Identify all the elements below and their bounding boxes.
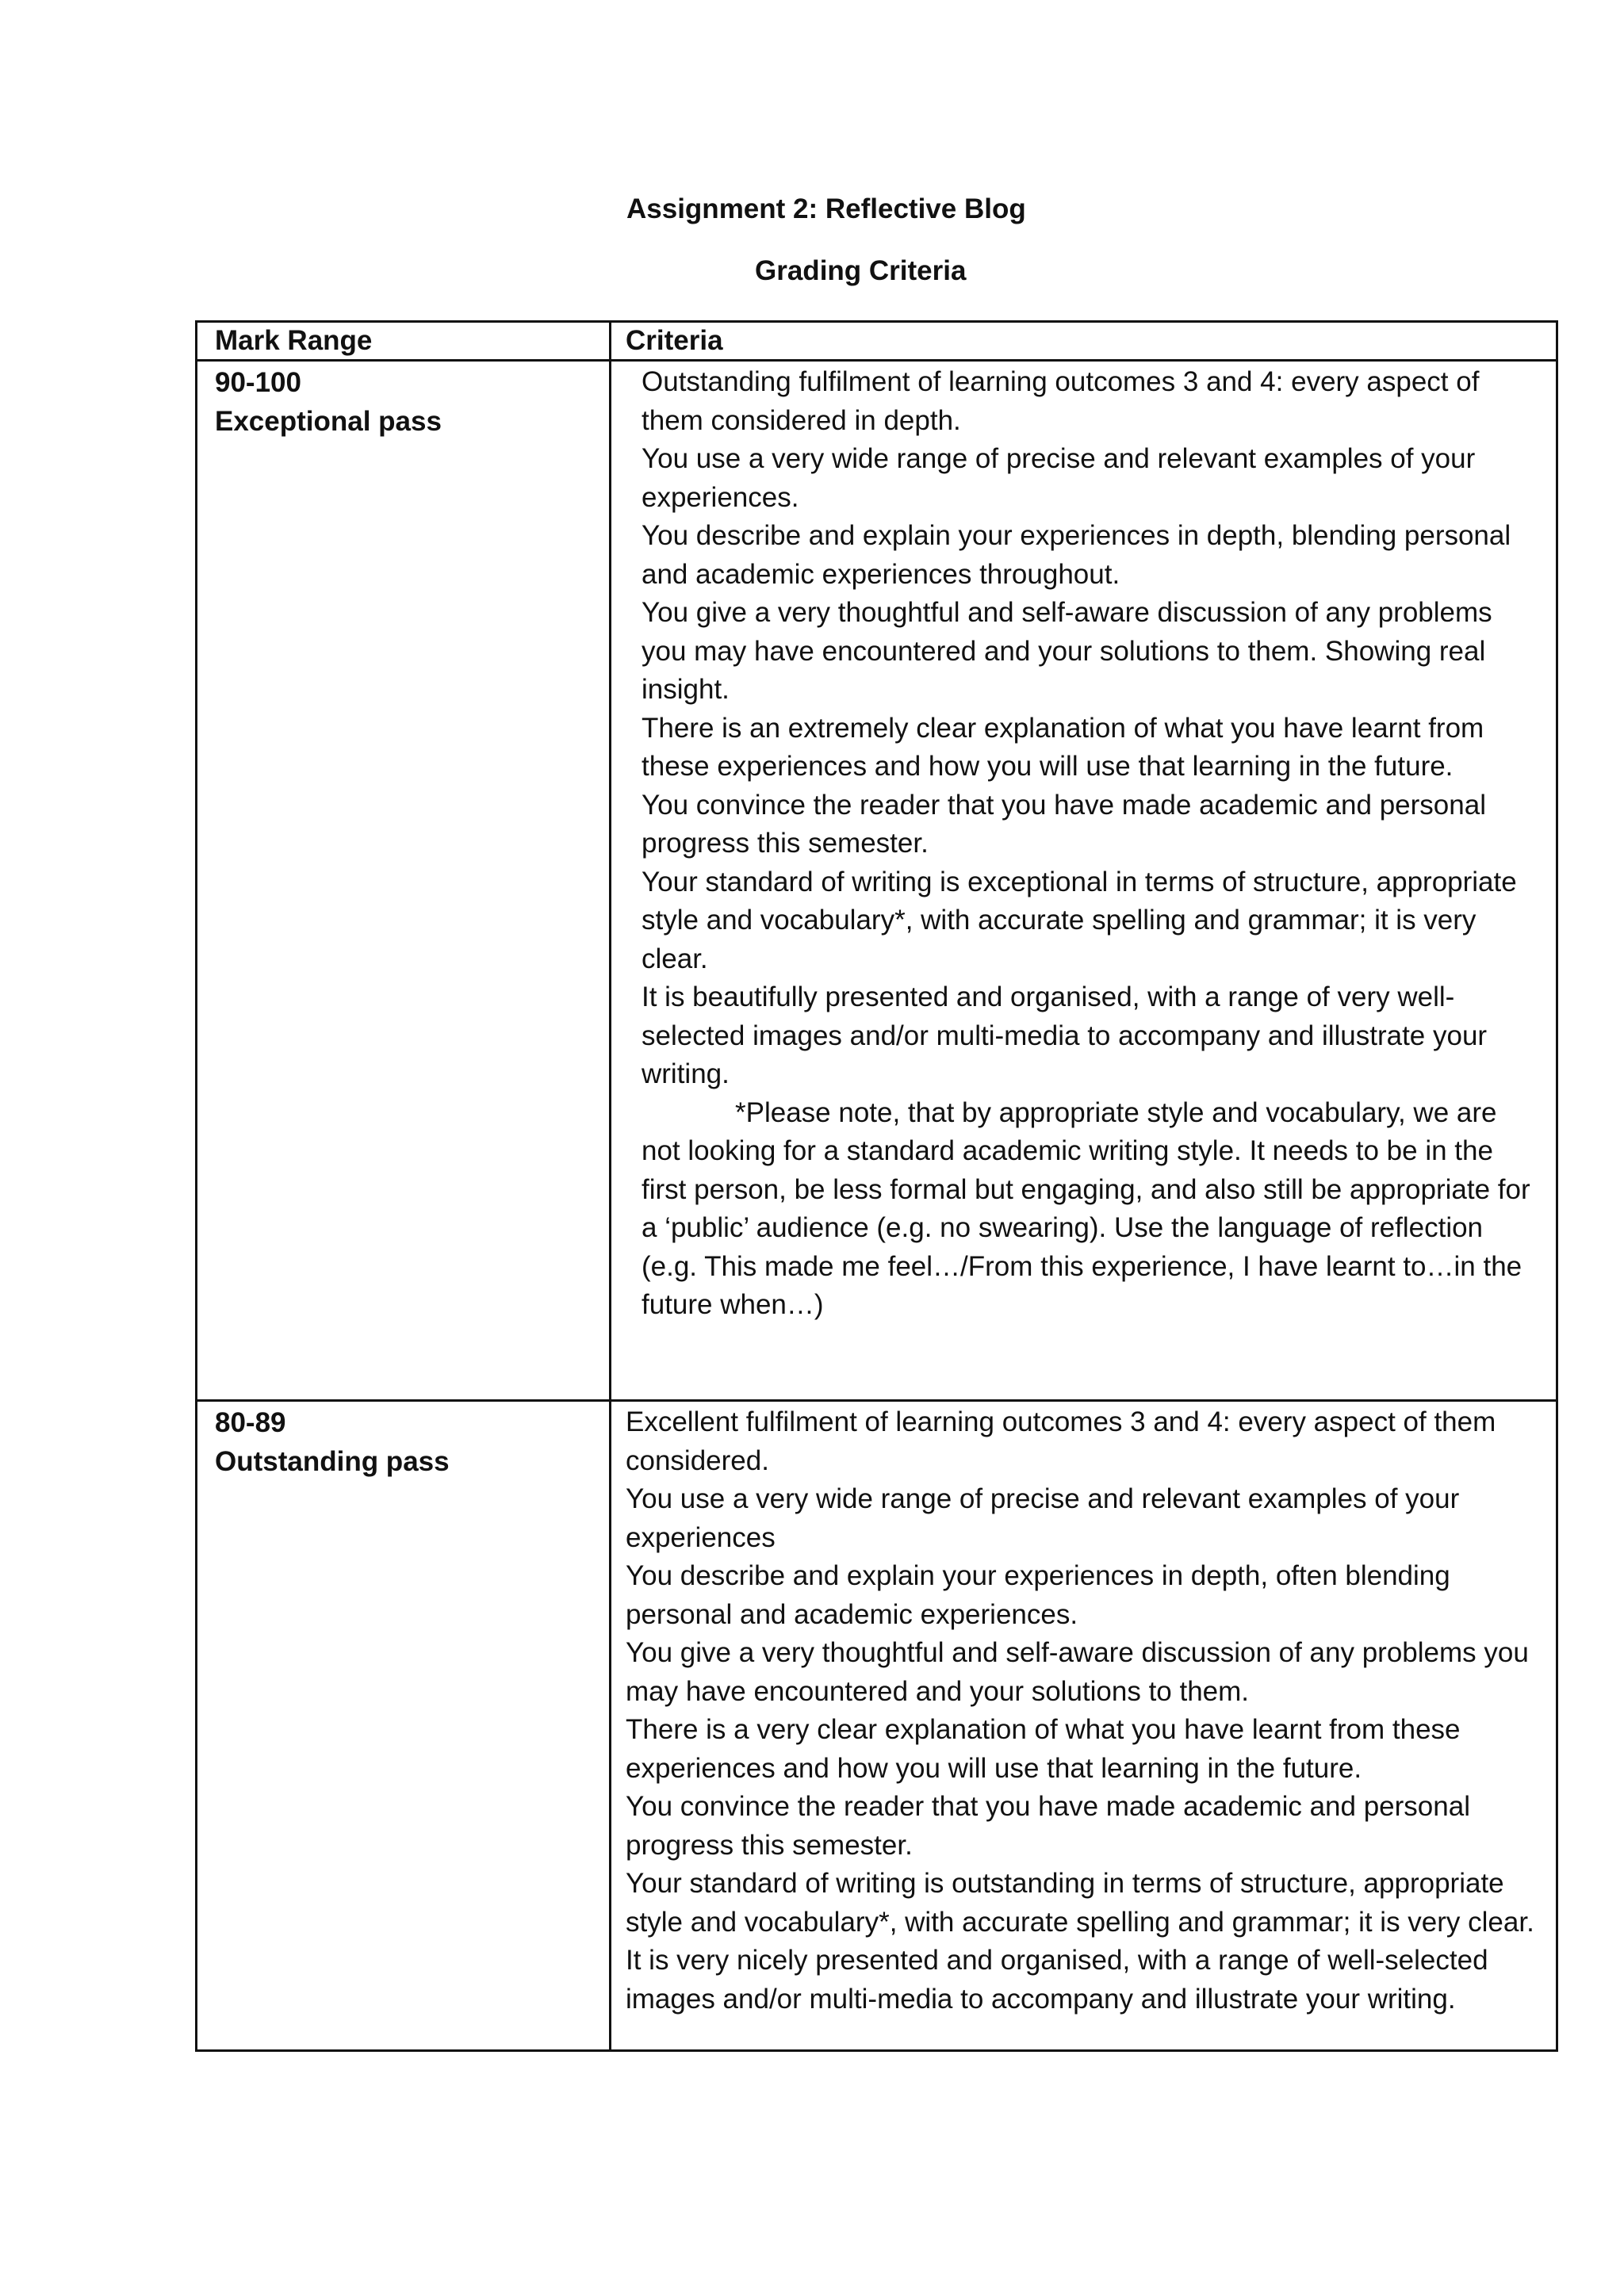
criteria-cell: [611, 361, 1557, 1401]
pass-band-label: Exceptional pass: [215, 406, 442, 437]
criterion-item: Your standard of writing is exceptional in terms of structure, appropriate style and vocabulary*, with accurate spelling and grammar; it is very clear.: [642, 866, 1517, 974]
criterion-item: You describe and explain your experiences in depth, blending personal and academic experiences throughout.: [642, 520, 1511, 590]
table-row: [197, 361, 1557, 1401]
table-header-row: [197, 322, 1557, 361]
column-header-label: Criteria: [626, 325, 723, 356]
column-header-label: Mark Range: [215, 325, 373, 356]
criterion-item: You give a very thoughtful and self-aware discussion of any problems you may have encountered and your solutions to them.: [626, 1637, 1529, 1707]
column-header-mark-range: [197, 322, 611, 361]
style-note: *Please note, that by appropriate style and vocabulary, we are not looking for a standard academic writing style. It needs to be in the first person, be less formal but engaging, and also still be appropriate for a ‘public’ audience (e.g. no swearing). Use the language of reflection (e.g. This made me feel…/From this experience, I have learnt to…in the future when…): [642, 1096, 1530, 1320]
criterion-item: It is beautifully presented and organised, with a range of very well-selected images and/or multi-media to accompany and illustrate your writing.: [642, 982, 1488, 1089]
mark-range-value: 80-89: [215, 1407, 286, 1438]
criterion-item: Outstanding fulfilment of learning outcomes 3 and 4: every aspect of them considered in depth.: [642, 366, 1480, 436]
criterion-item: You convince the reader that you have made academic and personal progress this semester.: [642, 789, 1486, 859]
table-row: [197, 1401, 1557, 2051]
criterion-item: There is an extremely clear explanation of what you have learnt from these experiences and how you will use that learning in the future.: [642, 712, 1484, 782]
criteria-cell: [611, 1401, 1557, 2051]
mark-range-value: 90-100: [215, 367, 301, 398]
document-subtitle: Grading Criteria: [755, 255, 967, 286]
criterion-item: You use a very wide range of precise and relevant examples of your experiences: [626, 1483, 1460, 1553]
mark-range-cell: [197, 1401, 611, 2051]
criterion-item: You describe and explain your experiences in depth, often blending personal and academic experiences.: [626, 1560, 1450, 1630]
criterion-item: There is a very clear explanation of what you have learnt from these experiences and how you will use that learning in the future.: [626, 1714, 1461, 1784]
grading-criteria-table: [195, 320, 1558, 2052]
criterion-item: Your standard of writing is outstanding in terms of structure, appropriate style and vocabulary*, with accurate spelling and grammar; it is very clear.: [626, 1868, 1534, 1938]
criterion-item: You give a very thoughtful and self-aware discussion of any problems you may have encountered and your solutions to them. Showing real insight.: [642, 597, 1492, 705]
criterion-item: Excellent fulfilment of learning outcomes 3 and 4: every aspect of them considered.: [626, 1406, 1496, 1476]
document-title: Assignment 2: Reflective Blog: [626, 193, 1026, 224]
pass-band-label: Outstanding pass: [215, 1446, 450, 1477]
column-header-criteria: [611, 322, 1557, 361]
mark-range-cell: [197, 361, 611, 1401]
criterion-item: You use a very wide range of precise and relevant examples of your experiences.: [642, 443, 1476, 513]
criterion-item: You convince the reader that you have made academic and personal progress this semester.: [626, 1791, 1470, 1861]
criterion-item: It is very nicely presented and organised, with a range of well-selected images and/or multi-media to accompany and illustrate your writing.: [626, 1945, 1488, 2015]
